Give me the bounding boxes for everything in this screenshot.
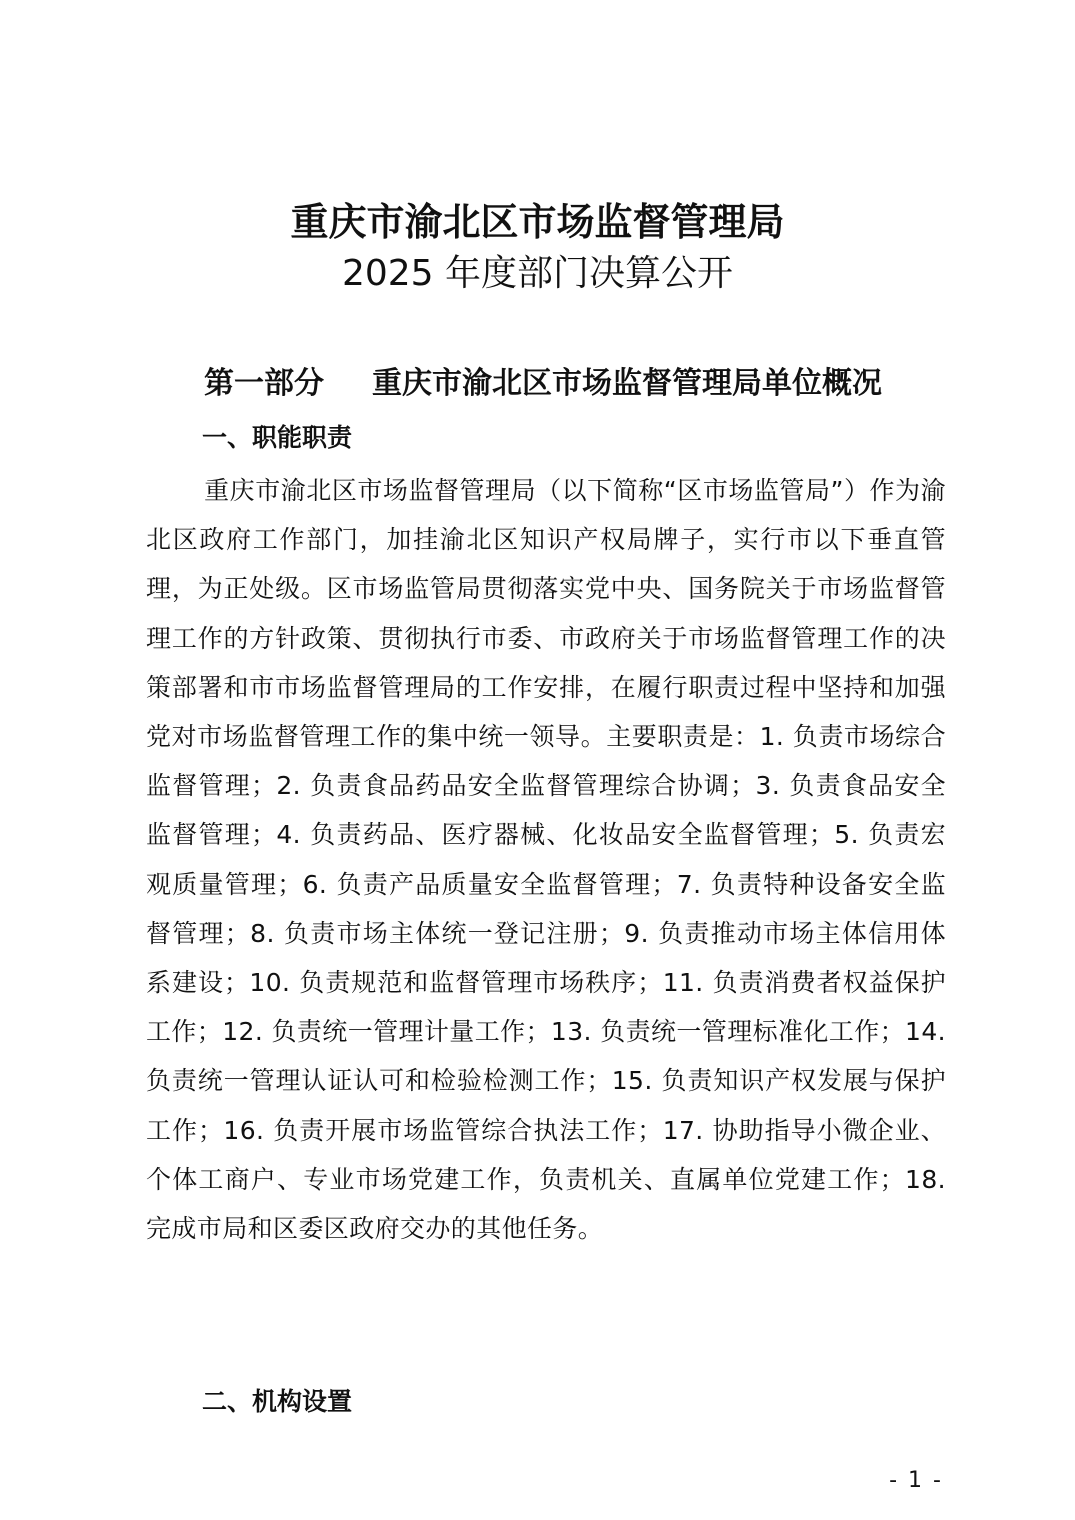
section-body-functions	[146, 466, 946, 1253]
document-title-line-1: 重庆市渝北区市场监督管理局	[290, 199, 785, 244]
page-number: - 1 -	[889, 1468, 943, 1493]
part-heading	[204, 362, 964, 406]
section-heading-organization: 二、机构设置	[202, 1387, 353, 1416]
section-body-functions-text: 重庆市渝北区市场监督管理局（以下简称“区市场监管局”）作为渝北区政府工作部门，加挂渝北区知识产权局牌子，实行市以下垂直管理，为正处级。区市场监管局贯彻落实党中央、国务院关于市场监督管理工作的方针政策、贯彻执行市委、市政府关于市场监督管理工作的决策部署和市市场监督管理局的工作安排，在履行职责过程中坚持和加强党对市场监督管理工作的集中统一领导。主要职责是：1. 负责市场综合监督管理；2. 负责食品药品安全监督管理综合协调；3. 负责食品安全监督管理；4. 负责药品、医疗器械、化妆品安全监督管理；5. 负责宏观质量管理；6. 负责产品质量安全监督管理；7. 负责特种设备安全监督管理；8. 负责市场主体统一登记注册；9. 负责推动市场主体信用体系建设；10. 负责规范和监督管理市场秩序；11. 负责消费者权益保护工作；12. 负责统一管理计量工作；13. 负责统一管理标准化工作；14. 负责统一管理认证认可和检验检测工作；15. 负责知识产权发展与保护工作；16. 负责开展市场监管综合执法工作；17. 协助指导小微企业、个体工商户、专业市场党建工作，负责机关、直属单位党建工作；18. 完成市局和区委区政府交办的其他任务。	[146, 476, 946, 1244]
part-heading-label: 第一部分	[204, 366, 324, 401]
document-title-line-2: 2025 年度部门决算公开	[341, 253, 734, 294]
section-heading-functions: 一、职能职责	[202, 423, 353, 452]
part-heading-text: 重庆市渝北区市场监督管理局单位概况	[372, 366, 882, 401]
